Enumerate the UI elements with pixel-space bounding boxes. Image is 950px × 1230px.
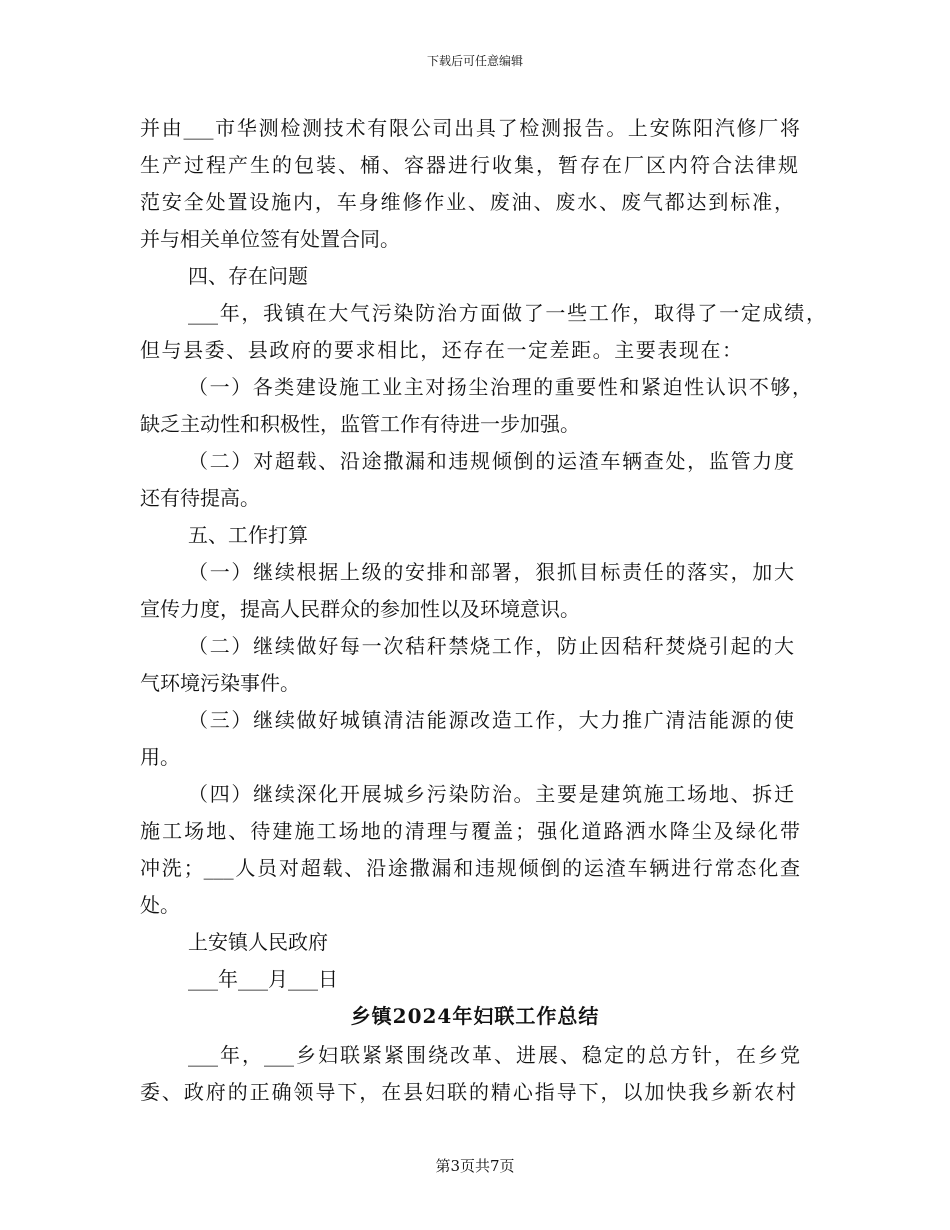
signature-organization: 上安镇人民政府 (188, 930, 328, 954)
paragraph-line: （三）继续做好城镇清洁能源改造工作，大力推广清洁能源的使 (188, 708, 794, 732)
paragraph-line: （一）继续根据上级的安排和部署，狠抓目标责任的落实，加大 (188, 560, 794, 584)
paragraph-line: 缺乏主动性和积极性，监管工作有待进一步加强。 (140, 412, 580, 436)
paragraph-line: （一）各类建设施工业主对扬尘治理的重要性和紧迫性认识不够， (188, 375, 812, 399)
paragraph-line: 并与相关单位签有处置合同。 (140, 227, 400, 251)
paragraph-line: ___年，___乡妇联紧紧围绕改革、进展、稳定的总方针，在乡党 (188, 1043, 800, 1067)
paragraph-line: （二）对超载、沿途撒漏和违规倾倒的运渣车辆查处，监管力度 (188, 449, 794, 473)
paragraph-line: 还有待提高。 (140, 486, 260, 510)
paragraph-line: 气环境污染事件。 (140, 671, 300, 695)
paragraph-line: （四）继续深化开展城乡污染防治。主要是建筑施工场地、拆迁 (188, 782, 794, 806)
section-title: 乡镇2024年妇联工作总结 (350, 1004, 600, 1028)
paragraph-line: （二）继续做好每一次秸秆禁烧工作，防止因秸秆焚烧引起的大 (188, 634, 794, 658)
paragraph-line: 范安全处置设施内，车身维修作业、废油、废水、废气都达到标准， (140, 190, 794, 214)
paragraph-line: 冲洗；___人员对超载、沿途撒漏和违规倾倒的运渣车辆进行常态化查 (140, 856, 800, 880)
paragraph-line: ___年，我镇在大气污染防治方面做了一些工作，取得了一定成绩， (188, 301, 826, 325)
paragraph-line: 并由___市华测检测技术有限公司出具了检测报告。上安陈阳汽修厂将 (140, 116, 800, 140)
paragraph-line: 施工场地、待建施工场地的清理与覆盖；强化道路洒水降尘及绿化带 (140, 819, 800, 843)
paragraph-line: 宣传力度，提高人民群众的参加性以及环境意识。 (140, 597, 580, 621)
paragraph-line: 处。 (140, 893, 180, 917)
paragraph-line: 生产过程产生的包装、桶、容器进行收集，暂存在厂区内符合法律规 (140, 153, 798, 177)
section-heading: 四、存在问题 (188, 264, 308, 288)
page-header: 下载后可任意编辑 (426, 54, 523, 68)
paragraph-line: 委、政府的正确领导下，在县妇联的精心指导下，以加快我乡新农村 (140, 1080, 796, 1104)
paragraph-line: 但与县委、县政府的要求相比，还存在一定差距。主要表现在： (140, 338, 742, 362)
section-heading: 五、工作打算 (188, 523, 308, 547)
signature-date: ___年___月___日 (188, 967, 338, 991)
page-footer: 第3页共7页 (435, 1157, 515, 1175)
paragraph-line: 用。 (140, 745, 180, 769)
